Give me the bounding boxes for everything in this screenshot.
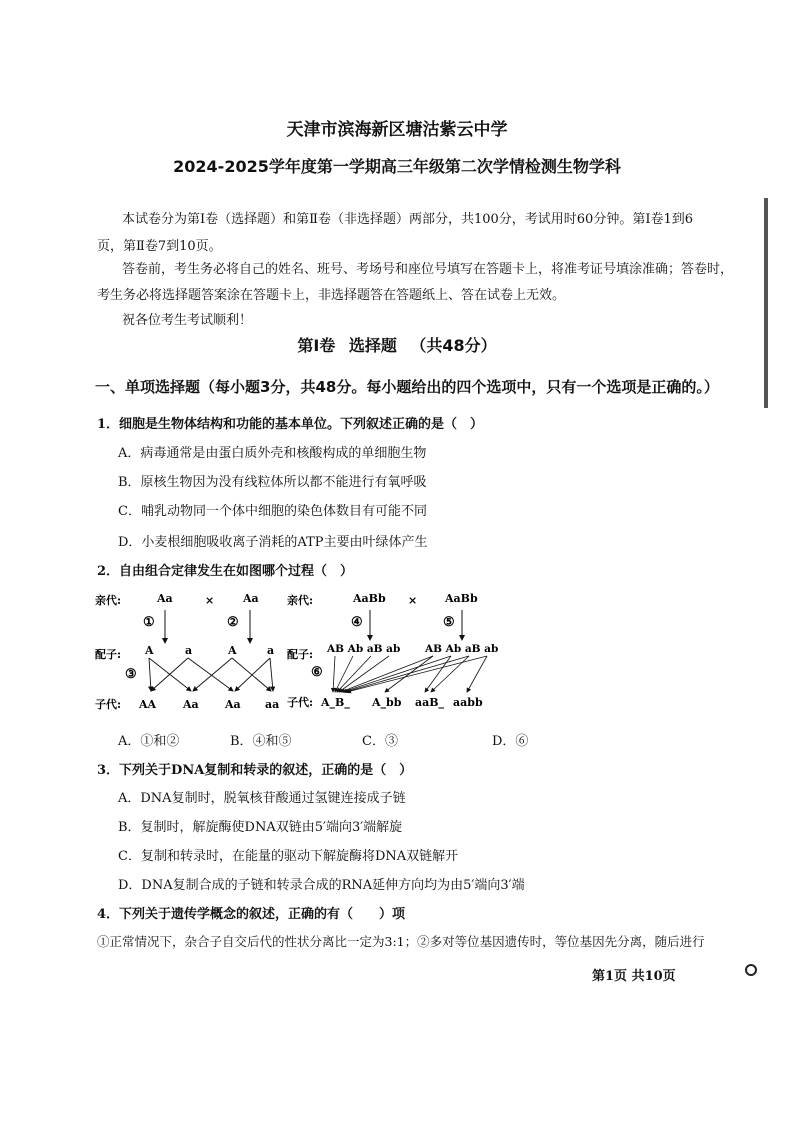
q2-option-d: D．⑥ xyxy=(492,734,529,749)
q2-option-a: A．①和② xyxy=(118,734,180,749)
right-fertilization-arrows xyxy=(333,656,487,692)
section-title: 第Ⅰ卷 选择题 （共48分） xyxy=(297,336,497,355)
left-offspring-label: 子代: xyxy=(95,698,122,711)
genetics-cross-diagram xyxy=(95,588,515,718)
instruction-line-1: 本试卷分为第Ⅰ卷（选择题）和第Ⅱ卷（非选择题）两部分，共100分，考试用时60分钟。第Ⅰ卷1到6 xyxy=(122,212,694,227)
q4-statement-line: ①正常情况下，杂合子自交后代的性状分离比一定为3:1；②多对等位基因遗传时，等位基因先分离，随后进行 xyxy=(97,934,705,949)
binding-hole-mark xyxy=(745,964,757,976)
step-3-marker: ③ xyxy=(125,667,137,682)
school-title: 天津市滨海新区塘沽紫云中学 xyxy=(286,120,508,140)
right-parent-label: 亲代: xyxy=(287,594,314,607)
right-cross-sign: × xyxy=(408,594,418,607)
q3-option-b: B．复制时，解旋酶使DNA双链由5′端向3′端解旋 xyxy=(118,820,403,835)
question-4-stem: 4．下列关于遗传学概念的叙述，正确的有（ ）项 xyxy=(97,907,406,922)
q1-option-c: C．哺乳动物同一个体中细胞的染色体数目有可能不同 xyxy=(118,504,427,519)
left-offspring-4: aa xyxy=(265,698,280,711)
right-parent-2: AaBb xyxy=(445,592,478,605)
right-offspring-1: A_B_ xyxy=(321,696,350,709)
left-cross-sign: × xyxy=(205,594,215,607)
step-4-marker: ④ xyxy=(351,615,363,630)
right-offspring-3: aaB_ xyxy=(415,696,445,709)
left-offspring-1: AA xyxy=(139,698,157,711)
right-gamete-label: 配子: xyxy=(287,648,314,661)
instruction-line-5: 祝各位考生考试顺利！ xyxy=(122,313,253,328)
right-gametes-1: AB Ab aB ab xyxy=(327,643,401,655)
step-2-marker: ② xyxy=(227,615,239,630)
left-gamete-1: A xyxy=(145,644,154,657)
right-offspring-4: aabb xyxy=(453,696,483,709)
scan-margin-mark xyxy=(764,198,768,408)
page-number: 第1页 共10页 xyxy=(592,969,676,984)
exam-title: 2024-2025学年度第一学期高三年级第二次学情检测生物学科 xyxy=(173,157,621,176)
right-gametes-2: AB Ab aB ab xyxy=(425,643,499,655)
part-one-title: 一、单项选择题（每小题3分，共48分。每小题给出的四个选项中，只有一个选项是正确的。） xyxy=(95,378,719,396)
instruction-line-4: 考生务必将选择题答案涂在答题卡上，非选择题答在答题纸上、答在试卷上无效。 xyxy=(97,288,566,303)
q2-option-b: B．④和⑤ xyxy=(230,734,292,749)
q1-option-b: B．原核生物因为没有线粒体所以都不能进行有氧呼吸 xyxy=(118,475,427,490)
question-1-stem: 1．细胞是生物体结构和功能的基本单位。下列叙述正确的是（ ） xyxy=(97,417,484,432)
left-gamete-label: 配子: xyxy=(95,648,122,661)
right-parent-1: AaBb xyxy=(353,592,386,605)
right-offspring-2: A_bb xyxy=(372,696,402,709)
left-fertilization-arrows xyxy=(149,658,273,691)
step-5-marker: ⑤ xyxy=(443,615,455,630)
q1-option-d: D．小麦根细胞吸收离子消耗的ATP主要由叶绿体产生 xyxy=(118,535,428,550)
left-gamete-2: a xyxy=(185,644,193,657)
left-gamete-3: A xyxy=(228,644,237,657)
left-gamete-4: a xyxy=(267,644,275,657)
right-offspring-label: 子代: xyxy=(287,696,314,709)
left-offspring-2: Aa xyxy=(183,698,199,711)
left-parent-2: Aa xyxy=(243,592,259,605)
q1-option-a: A．病毒通常是由蛋白质外壳和核酸构成的单细胞生物 xyxy=(118,446,427,461)
question-2-stem: 2．自由组合定律发生在如图哪个过程（ ） xyxy=(97,564,354,579)
left-parent-label: 亲代: xyxy=(95,594,122,607)
q2-option-c: C．③ xyxy=(362,734,398,749)
q3-option-a: A．DNA复制时，脱氧核苷酸通过氢键连接成子链 xyxy=(118,791,406,806)
q3-option-c: C．复制和转录时，在能量的驱动下解旋酶将DNA双链解开 xyxy=(118,849,459,864)
q3-option-d: D．DNA复制合成的子链和转录合成的RNA延伸方向均为由5′端向3′端 xyxy=(118,878,525,893)
left-offspring-3: Aa xyxy=(225,698,241,711)
left-parent-1: Aa xyxy=(157,592,173,605)
instruction-line-2: 页，第Ⅱ卷7到10页。 xyxy=(97,239,222,254)
step-6-marker: ⑥ xyxy=(311,665,323,680)
instruction-line-3: 答卷前，考生务必将自己的姓名、班号、考场号和座位号填写在答题卡上，将准考证号填涂准确；答卷时， xyxy=(122,262,734,277)
step-1-marker: ① xyxy=(143,615,155,630)
question-3-stem: 3．下列关于DNA复制和转录的叙述，正确的是（ ） xyxy=(97,763,413,778)
